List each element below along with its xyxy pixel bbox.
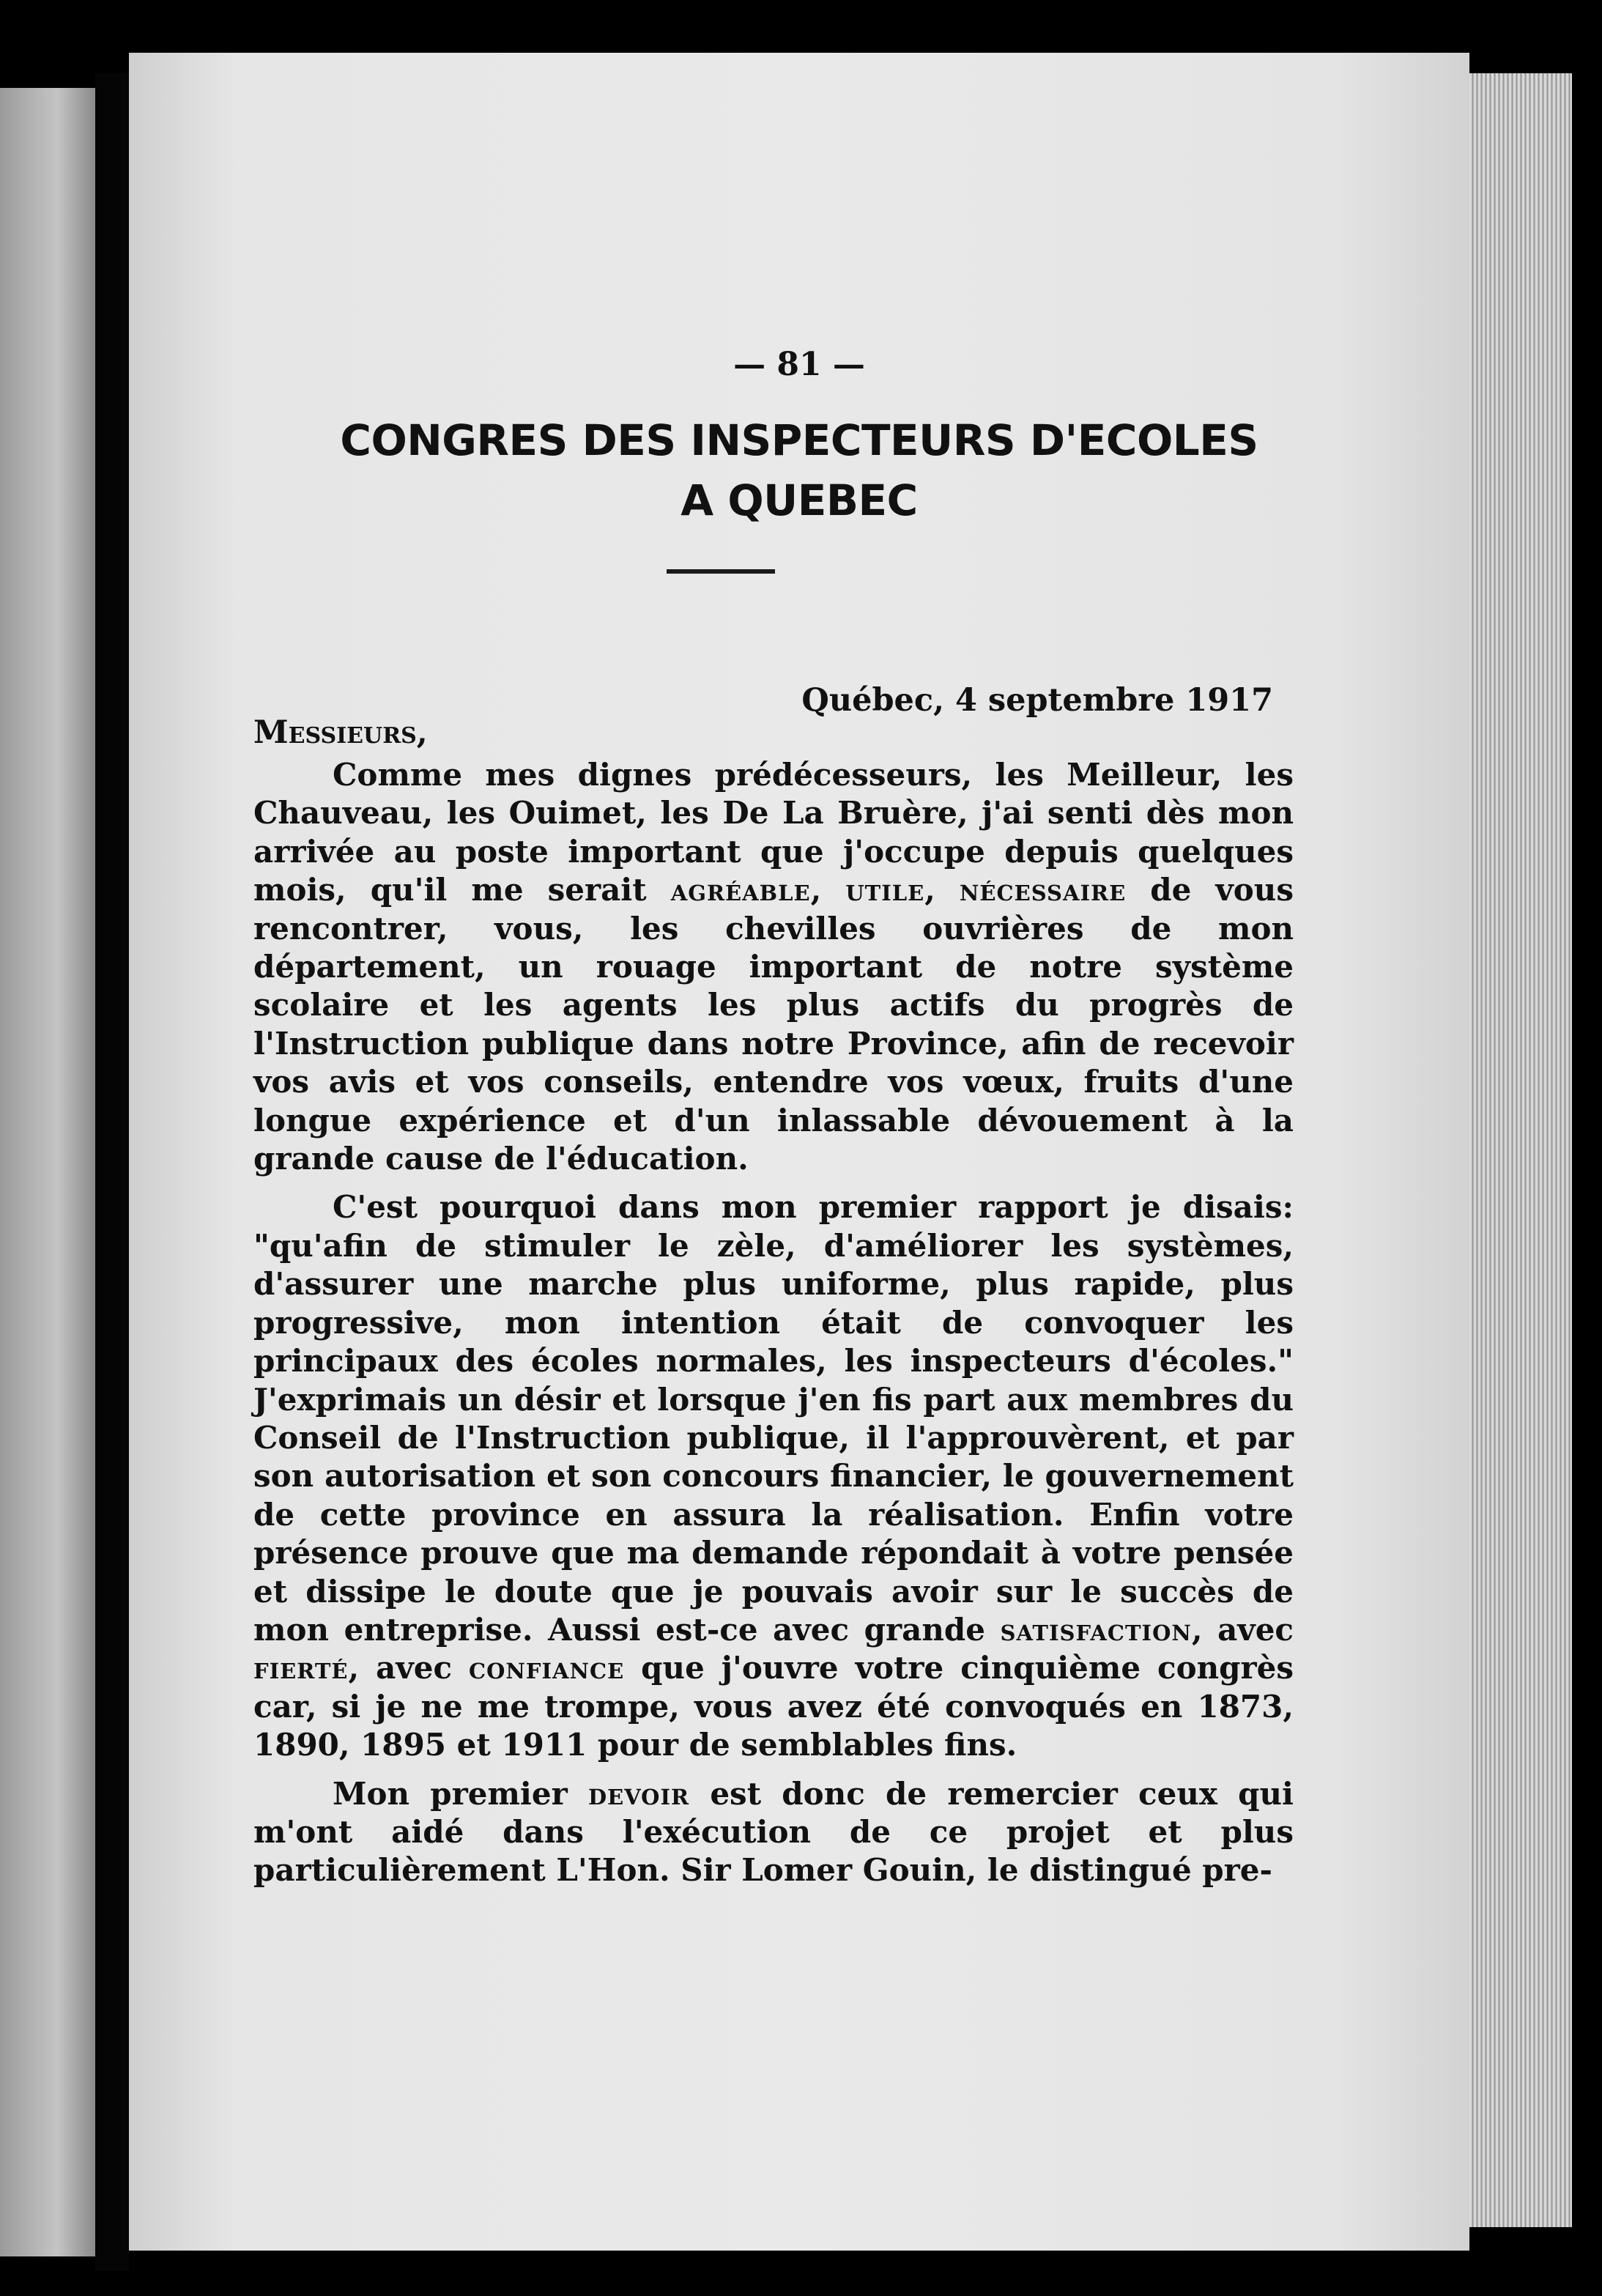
emphasis-satisfaction: satisfaction (1000, 1611, 1192, 1648)
emphasis-utile: utile (845, 872, 925, 908)
page-number: — 81 — (733, 346, 865, 383)
book-page (129, 53, 1469, 2251)
facing-page-edge (0, 88, 95, 2256)
title-line-1: CONGRES DES INSPECTEURS D'ECOLES (340, 415, 1258, 465)
emphasis-devoir: devoir (587, 1775, 690, 1812)
paragraph-1: Comme mes dignes prédécesseurs, les Meilleur, les Chauveau, les Ouimet, les De La Bruère, j'ai senti dès mon arrivée au poste important que j'occupe depuis quelques mois, qu'il me serait agréable, utile, nécessaire de vous rencontrer, vous, les chevilles ouvrières de mon département, un rouage important de notre système scolaire et les agents les plus actifs du progrès de l'Instruction publique dans notre Province, afin de recevoir vos avis et vos conseils, entendre vos vœux, fruits d'une longue expérience et d'un inlassable dévouement à la grande cause de l'éducation. (253, 757, 1294, 1177)
title-rule-divider (667, 569, 775, 574)
page-title (129, 410, 1469, 530)
emphasis-fierte: fierté (253, 1650, 349, 1686)
title-line-2: A QUEBEC (681, 475, 918, 525)
paragraph-2: C'est pourquoi dans mon premier rapport je disais: "qu'afin de stimuler le zèle, d'améliorer les systèmes, d'assurer une marche plus uniforme, plus rapide, plus progressive, mon intention était de convoquer les principaux des écoles normales, les inspecteurs d'écoles." J'exprimais un désir et lorsque j'en fis part aux membres du Conseil de l'Instruction publique, il l'approuvèrent, et par son autorisation et son concours financier, le gouvernement de cette province en assura la réalisation. Enfin votre présence prouve que ma demande répondait à votre pensée et dissipe le doute que je pouvais avoir sur le succès de mon entreprise. Aussi est-ce avec grande satisfaction, avec fierté, avec confiance que j'ouvre votre cinquième congrès car, si je ne me trompe, vous avez été convoqués en 1873, 1890, 1895 et 1911 pour de semblables fins. (253, 1189, 1294, 1763)
salutation: Messieurs, (253, 714, 428, 751)
emphasis-confiance: confiance (469, 1650, 625, 1686)
letter-body (253, 681, 1294, 1900)
dateline: Québec, 4 septembre 1917 (801, 682, 1273, 719)
book-gutter (95, 73, 129, 2271)
stacked-page-edges (1469, 73, 1572, 2227)
emphasis-agreable: agréable (670, 872, 811, 908)
paragraph-3: Mon premier devoir est donc de remercier ceux qui m'ont aidé dans l'exécution de ce projet et plus particulièrement L'Hon. Sir Lomer Gouin, le distingué pre- (253, 1775, 1294, 1889)
emphasis-necessaire: nécessaire (959, 872, 1127, 908)
